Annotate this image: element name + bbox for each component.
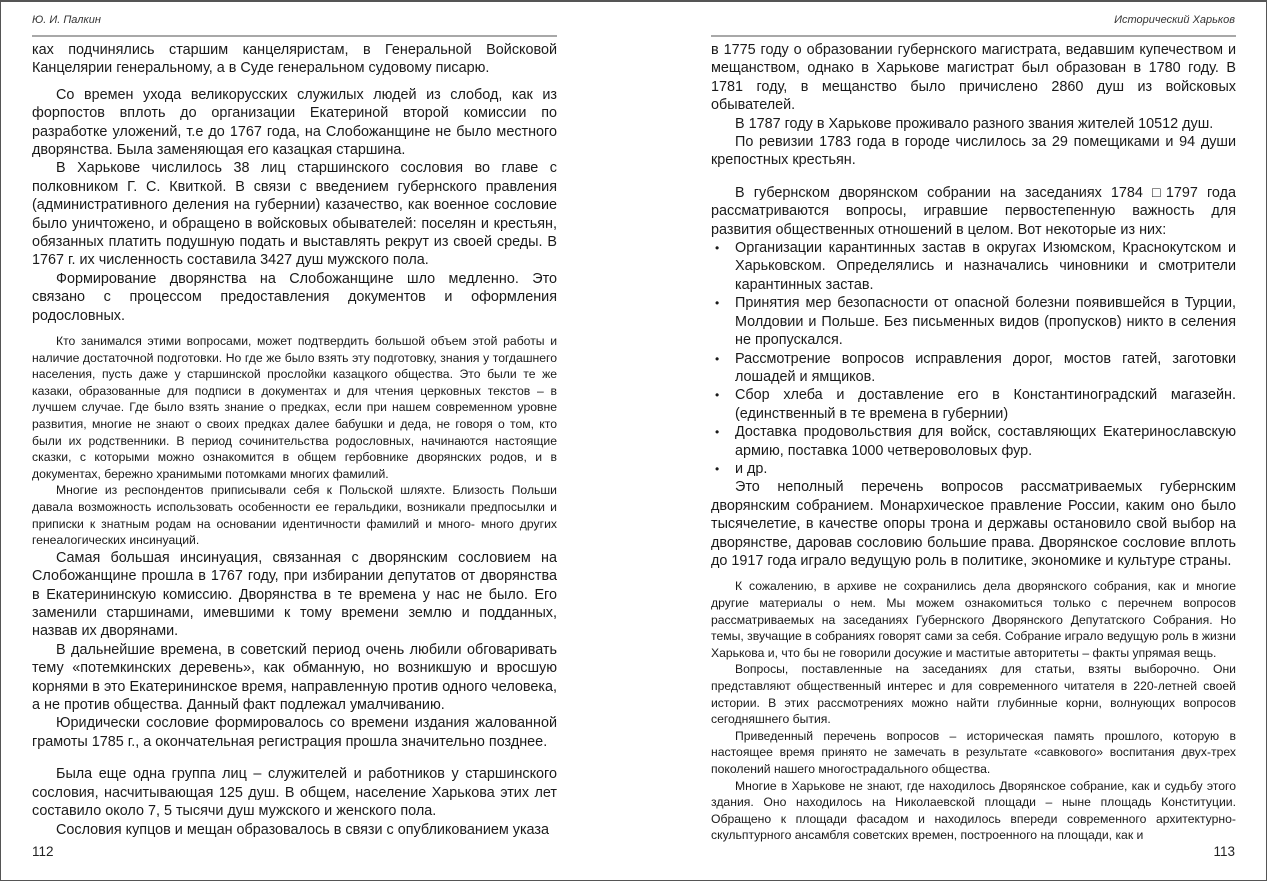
list-item: • Сбор хлеба и доставление его в Константиноградский магазейн. (единственный в те времена в губернии) — [715, 387, 1236, 422]
list-item: • Принятия мер безопасности от опасной болезни появившейся в Турции, Молдовии и Польше. Без письменных видов (пропусков) никто в селения не пропускался. — [715, 295, 1236, 349]
paragraph: Формирование дворянства на Слобожанщине шло медленно. Это связано с процессом предоставления документов и оформления родословных. — [32, 270, 557, 324]
bullet-icon: • — [715, 425, 720, 440]
paragraph: В дальнейшие времена, в советский период очень любили обговаривать тему «потемкинских деревень», как обманную, но возникшую и вросшую корнями в это Екатерининское время, направленную против одного человека, а не против общества. Данный факт подлежал умалчиванию. — [32, 641, 557, 714]
running-head-title: Исторический Харьков — [1114, 14, 1235, 26]
list-item: • Доставка продовольствия для войск, составляющих Екатеринославскую армию, поставка 1000 четвероволовых фур. — [715, 424, 1236, 459]
bullet-icon: • — [715, 388, 720, 403]
paragraph: По ревизии 1783 года в городе числилось за 29 помещиками и 94 души крепостных крестьян. — [711, 134, 1236, 169]
right-page — [633, 0, 1267, 881]
paragraph: Юридически сословие формировалось со времени издания жалованной грамоты 1785 г., а окончательная регистрация прошла значительно позднее. — [32, 715, 557, 750]
paragraph-small: Приведенный перечень вопросов – историческая память прошлого, которую в настоящее время принято не замечать в результате «савкового» воспитания двух-трех поколений нашего многострадального общества. — [711, 728, 1236, 776]
page-number: 113 — [1213, 844, 1235, 859]
paragraph: В 1787 году в Харькове проживало разного звания жителей 10512 душ. — [735, 115, 1214, 132]
paragraph: Это неполный перечень вопросов рассматриваемых губернским дворянским собранием. Монархическое правление России, каким оно было тысячелетие, в качестве опоры трона и державы остановило свой выбор на дворянстве, даровав сословию большие права. Дворянское сословие вплоть до 1917 года играло ведущую роль в политике, экономике и культуре страны. — [711, 479, 1236, 569]
paragraph: Сословия купцов и мещан образовалось в связи с опубликованием указа — [56, 821, 549, 838]
paragraph: Самая большая инсинуация, связанная с дворянским сословием на Слобожанщине прошла в 1767 году, при избирании депутатов от дворянства в Екатерининскую комиссию. Дворянства в те времена у нас не было. Его заменили старшинами, имевшими к тому времени землю и подданных, назвав их дворянами. — [32, 549, 557, 640]
list-item: • и др. — [715, 460, 768, 477]
paragraph: В губернском дворянском собрании на заседаниях 1784 □1797 года рассматриваются вопросы, игравшие первостепенную важность для развития общественных отношений в целом. Вот некоторые из них: — [711, 184, 1236, 238]
running-head-author: Ю. И. Палкин — [32, 14, 101, 26]
bullet-icon: • — [715, 351, 720, 366]
bullet-icon: • — [715, 296, 720, 311]
list-item: • Организации карантинных застав в округах Изюмском, Краснокутском и Харьковском. Определялись и назначались чиновники и смотрители карантинных застав. — [715, 240, 1236, 293]
left-page — [0, 0, 633, 881]
paragraph-small: К сожалению, в архиве не сохранились дела дворянского собрания, как и многие другие материалы о нем. Мы можем ознакомиться только с перечнем вопросов рассматриваемых на заседаниях Губернского Дворянского Депутатского Собрания. Но темы, звучащие в собраниях говорят сами за себя. Собрание играло ведущую роль в жизни Харькова и, что бы не говорили досужие и маститые авторитеты – факты упрямая вещь. — [711, 579, 1236, 660]
paragraph-small: Кто занимался этими вопросами, может подтвердить большой объем этой работы и наличие достаточной подготовки. Но где же было взять эту подготовку, знания у тогдашнего населения, пусть даже у старшинской прослойки казацкого общества. Это были те же казаки, образованные для подписи в документах и для чтения церковных текстов – в лучшем случае. Где было взять знание о предках, если при нашем современном уровне развития, многие не знают о своих предках далее бабушки и деда, не говоря о том, кто были их родственники. В период сочинительства родословных, начинаются настоящие сказки, с которыми можно ознакомится в общем гербовнике дворянских родов, и в документах, бережно хранимыми потомками многих фамилий. — [32, 334, 557, 481]
paragraph: Со времен ухода великорусских служилых людей из слобод, как из форпостов вплоть до организации Екатериной второй комиссии по разработке уложений, т.е до 1767 года, на Слобожанщине не было местного дворянства. Была заменяющая его казацкая старшина. — [32, 86, 557, 159]
right-page-body — [711, 41, 1236, 844]
bullet-list — [711, 239, 1236, 478]
page-number: 112 — [32, 844, 54, 859]
bullet-icon: • — [715, 241, 720, 256]
paragraph: Была еще одна группа лиц – служителей и работников у старшинского сословия, насчитывающая 125 душ. В общем, население Харькова этих лет составило около 7, 5 тысячи душ мужского и женского пола. — [32, 766, 557, 820]
header-rule — [32, 35, 557, 37]
list-item: • Рассмотрение вопросов исправления дорог, мостов гатей, заготовки лошадей и ямщиков. — [715, 350, 1236, 385]
paragraph: В Харькове числилось 38 лиц старшинского сословия во главе с полковником Г. С. Квиткой. В связи с введением губернского правления (административного деления на губернии) казачество, как военное сословие было уничтожено, и обращено в войсковых обывателей: поселян и крестьян, обязанных платить подушную подать и выставлять рекрут из своей среды. В 1767 г. их численность составила 3427 душ мужского пола. — [32, 160, 557, 269]
header-rule — [711, 35, 1236, 37]
paragraph-small: Многие из респондентов приписывали себя к Польской шляхте. Близость Польши давала возможность использовать особенности ее геральдики, возникали предпосылки и приписки к знатным родам на основании идентичности фамилий и много- много других генеалогических инсинуаций. — [32, 483, 557, 548]
paragraph: ках подчинялись старшим канцеляристам, в Генеральной Войсковой Канцелярии генеральному, а в Суде генеральном судовому писарю. — [32, 42, 557, 77]
paragraph-small: Многие в Харькове не знают, где находилось Дворянское собрание, как и судьбу этого здания. Оно находилось на Николаевской площади – ныне площадь Конституции. Обращено к площади фасадом и находилось впереди современного архитектурно-скульптурного ансамбля советских времен, построенного на площади, как и — [711, 778, 1236, 843]
paragraph: в 1775 году о образовании губернского магистрата, ведавшим купечеством и мещанством, однако в Харькове магистрат был образован в 1780 году. В 1781 году, в мещанство было причислено 2860 душ из войсковых обывателей. — [711, 42, 1236, 114]
left-page-body — [32, 41, 557, 839]
bullet-icon: • — [715, 461, 720, 476]
paragraph-small: Вопросы, поставленные на заседаниях для статьи, взяты выборочно. Они представляют общественный интерес и для современного читателя в 220-летней своей истории. В этих рассмотрениях можно найти глубинные корни, волнующих вопросов сегодняшнего бытия. — [711, 662, 1236, 727]
